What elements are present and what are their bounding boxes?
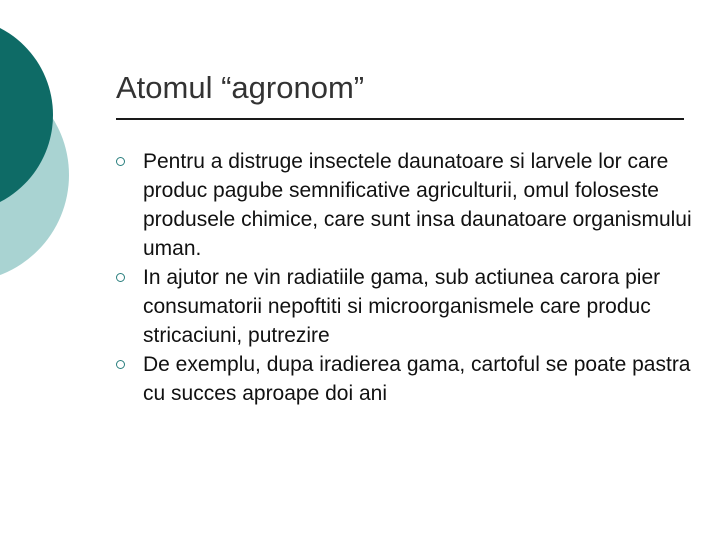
bullet-item (116, 147, 701, 263)
hollow-circle-bullet-icon (116, 273, 125, 282)
bullet-text: In ajutor ne vin radiatiile gama, sub actiunea carora pier consumatorii nepoftiti si microorganismele care produc stricaciuni, putrezire (143, 266, 661, 347)
hollow-circle-bullet-icon (116, 157, 125, 166)
hollow-circle-bullet-icon (116, 360, 125, 369)
bullet-text: De exemplu, dupa iradierea gama, cartoful se poate pastra cu succes aproape doi ani (143, 353, 691, 405)
bullet-list (116, 147, 701, 408)
bullet-text: Pentru a distruge insectele daunatoare si larvele lor care produc pagube semnificative agriculturii, omul foloseste produsele chimice, care sunt insa daunatoare organismului uman. (143, 150, 692, 260)
bullet-item (116, 350, 701, 408)
bullet-item (116, 263, 701, 350)
slide-title: Atomul “agronom” (116, 70, 365, 105)
title-underline (116, 118, 684, 120)
